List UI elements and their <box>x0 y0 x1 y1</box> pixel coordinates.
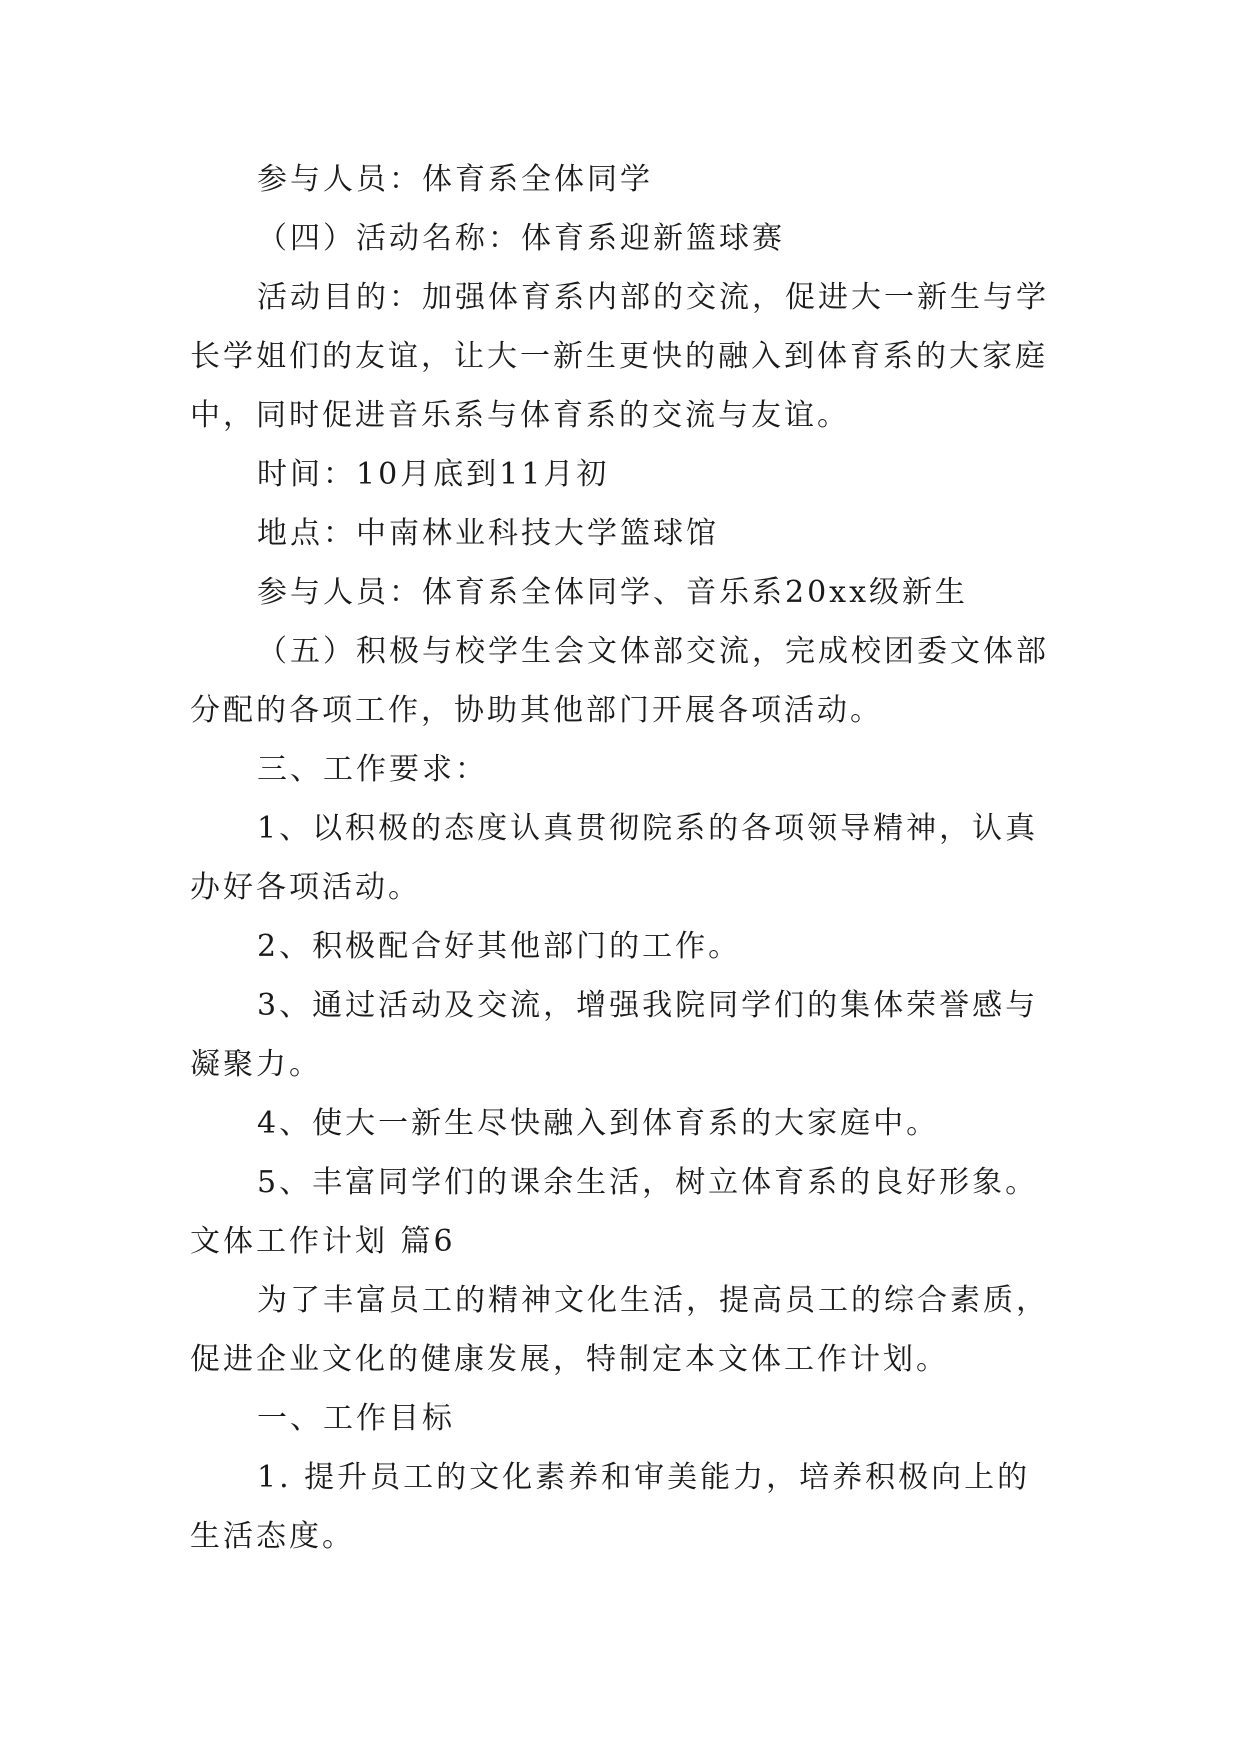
list-item-continuation: 办好各项活动。 <box>190 870 421 905</box>
section-heading: （四）活动名称：体育系迎新篮球赛 <box>257 221 785 256</box>
paragraph-line: 时间：10月底到11月初 <box>257 457 610 492</box>
list-item: 2、积极配合好其他部门的工作。 <box>257 929 742 964</box>
section-heading: （五）积极与校学生会文体部交流，完成校团委文体部 <box>257 634 1049 669</box>
section-heading: 一、工作目标 <box>257 1401 455 1436</box>
list-item: 4、使大一新生尽快融入到体育系的大家庭中。 <box>257 1106 940 1141</box>
paragraph-line: 参与人员：体育系全体同学、音乐系20xx级新生 <box>257 575 969 610</box>
list-item-continuation: 生活态度。 <box>190 1519 355 1554</box>
list-item: 5、丰富同学们的课余生活，树立体育系的良好形象。 <box>257 1165 1039 1200</box>
list-item-continuation: 凝聚力。 <box>190 1047 322 1082</box>
paragraph-line: 参与人员：体育系全体同学 <box>257 162 653 197</box>
list-item: 3、通过活动及交流，增强我院同学们的集体荣誉感与 <box>257 988 1039 1023</box>
paragraph-line: 活动目的：加强体育系内部的交流，促进大一新生与学 <box>257 280 1049 315</box>
section-heading: 三、工作要求： <box>257 752 488 787</box>
paragraph-line: 促进企业文化的健康发展，特制定本文体工作计划。 <box>190 1342 949 1377</box>
paragraph-line: 中，同时促进音乐系与体育系的交流与友谊。 <box>190 398 850 433</box>
document-title: 文体工作计划 篇6 <box>190 1224 456 1259</box>
list-item: 1、以积极的态度认真贯彻院系的各项领导精神，认真 <box>257 811 1039 846</box>
paragraph-line: 为了丰富员工的精神文化生活，提高员工的综合素质， <box>257 1283 1049 1318</box>
document-page <box>190 150 1055 1566</box>
paragraph-line: 分配的各项工作，协助其他部门开展各项活动。 <box>190 693 883 728</box>
list-item: 1. 提升员工的文化素养和审美能力，培养积极向上的 <box>257 1460 1031 1495</box>
paragraph-line: 长学姐们的友谊，让大一新生更快的融入到体育系的大家庭 <box>190 339 1048 374</box>
paragraph-line: 地点：中南林业科技大学篮球馆 <box>257 516 719 551</box>
